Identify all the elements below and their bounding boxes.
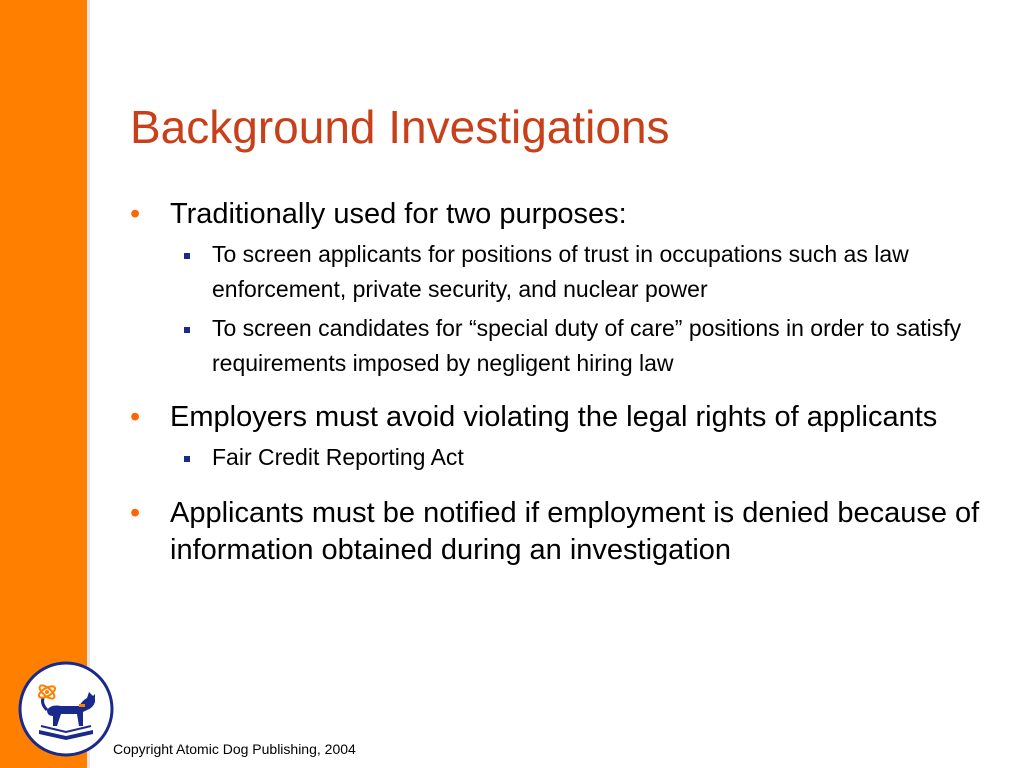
sub-bullet-item bbox=[174, 237, 1000, 307]
atomic-dog-logo-icon bbox=[17, 660, 115, 758]
copyright-text: Copyright Atomic Dog Publishing, 2004 bbox=[113, 741, 356, 757]
sidebar-accent-bar bbox=[0, 0, 87, 768]
square-bullet-icon bbox=[184, 327, 190, 333]
square-bullet-icon bbox=[184, 253, 190, 259]
bullet-item bbox=[130, 495, 1000, 569]
bullet-item bbox=[130, 196, 1000, 233]
bullet-dot-icon: • bbox=[130, 198, 141, 230]
sub-bullet-text: To screen applicants for positions of trust in occupations such as law enforcement, private security, and nuclear power bbox=[212, 241, 909, 302]
bullet-dot-icon: • bbox=[130, 401, 141, 433]
sidebar-shadow bbox=[87, 0, 90, 768]
bullet-dot-icon: • bbox=[130, 497, 141, 529]
bullet-text: Applicants must be notified if employment is denied because of information obtained during an investigation bbox=[170, 497, 980, 566]
square-bullet-icon bbox=[184, 456, 190, 462]
bullet-text: Traditionally used for two purposes: bbox=[170, 198, 627, 230]
sub-bullet-item bbox=[174, 311, 1000, 381]
bullet-text: Employers must avoid violating the legal rights of applicants bbox=[170, 401, 938, 433]
slide-content bbox=[130, 196, 1000, 569]
sub-bullet-text: Fair Credit Reporting Act bbox=[212, 444, 464, 470]
bullet-item bbox=[130, 399, 1000, 436]
slide-title: Background Investigations bbox=[130, 101, 670, 153]
sub-bullet-text: To screen candidates for “special duty of care” positions in order to satisfy requirements imposed by negligent hiring law bbox=[212, 315, 962, 376]
sub-bullet-item bbox=[174, 440, 1000, 475]
